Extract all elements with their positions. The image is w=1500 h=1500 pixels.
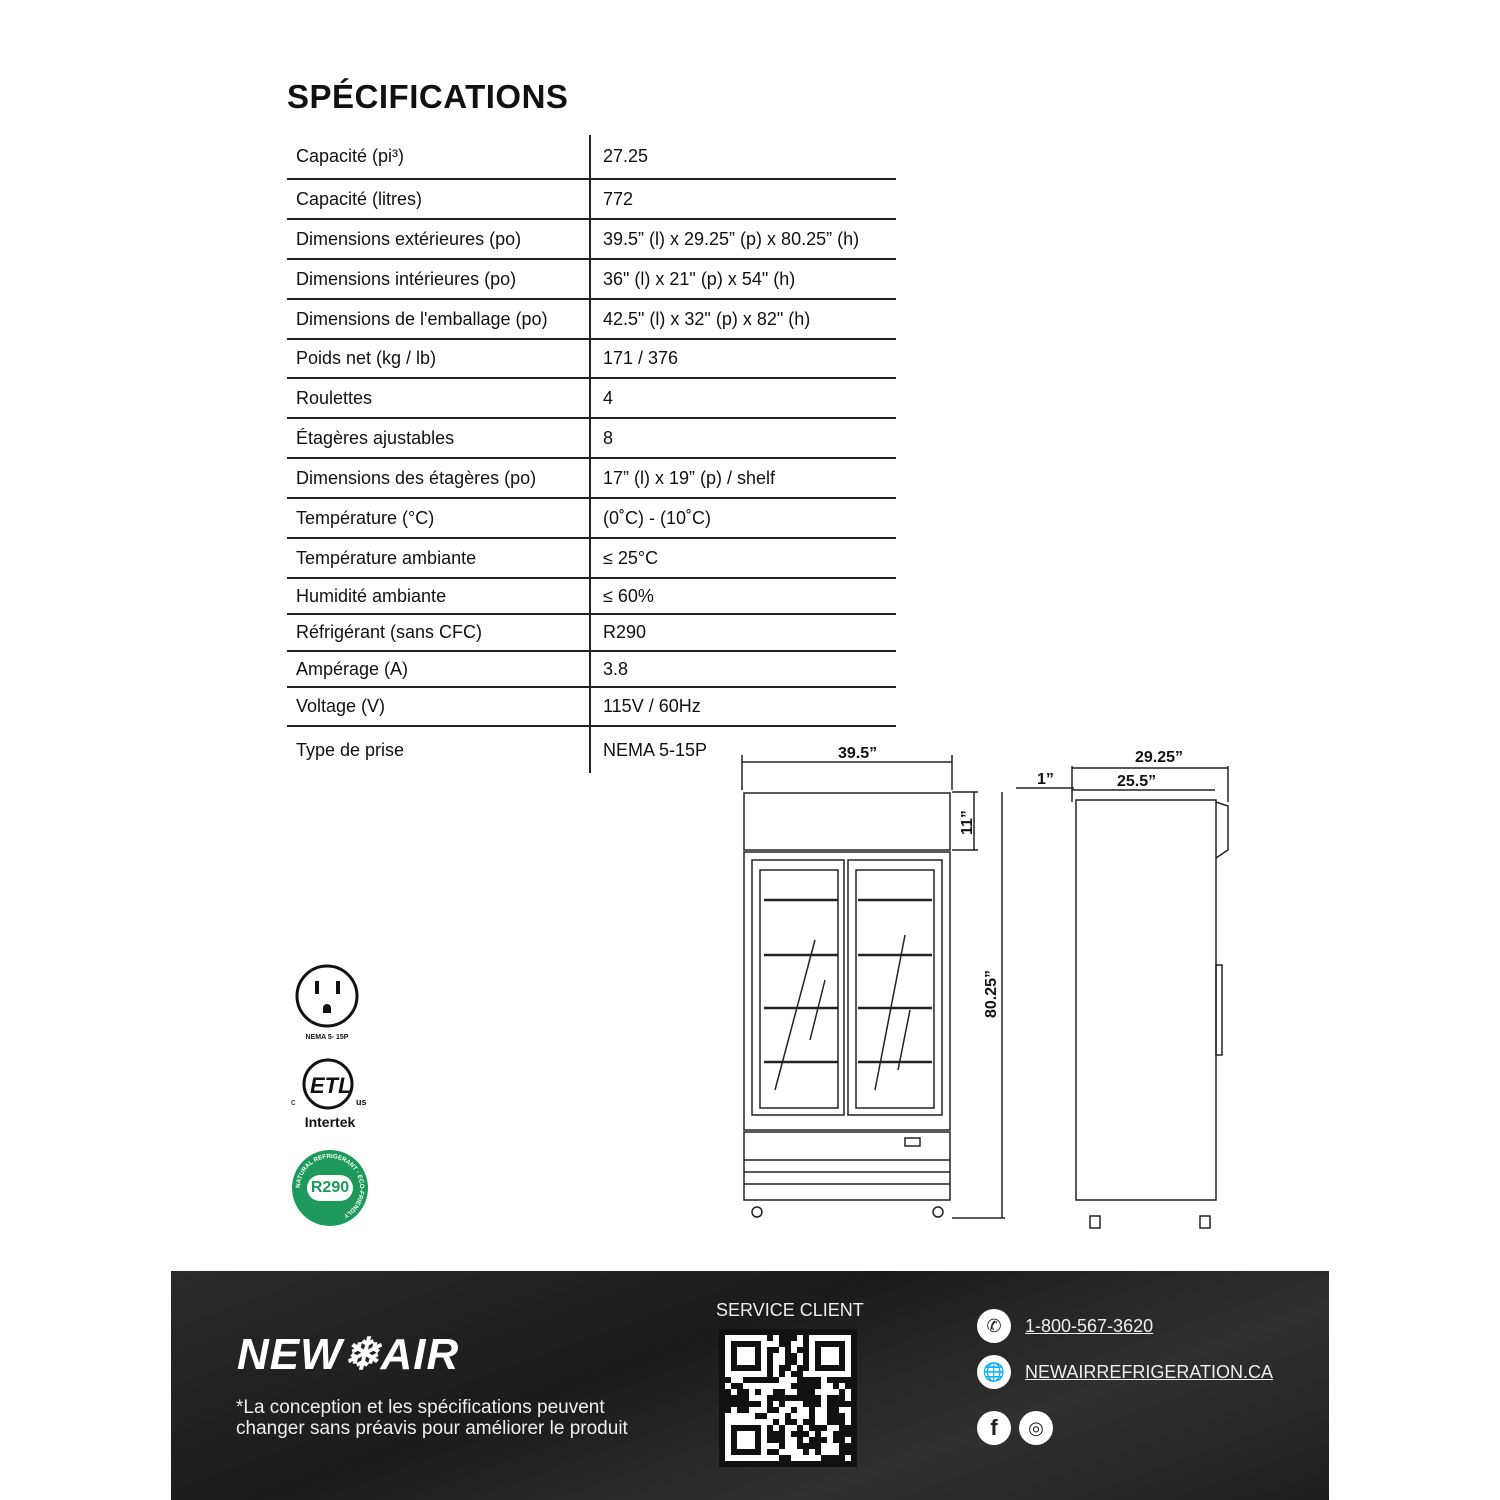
globe-icon: 🌐 [977,1355,1011,1389]
spec-table [287,135,896,773]
spec-row [287,379,896,419]
spec-label: Roulettes [287,379,591,417]
phone-contact [977,1309,1153,1343]
service-client-label: SERVICE CLIENT [716,1300,864,1320]
spec-label: Dimensions intérieures (po) [287,260,591,298]
qr-code[interactable] [719,1329,857,1467]
top-dimension: 11” [959,810,976,835]
r290-ring-text: NATURAL REFRIGERANT · ECO-FRIENDLY [294,1152,366,1220]
spec-value: 27.25 [603,146,649,166]
facebook-icon[interactable]: f [977,1411,1011,1445]
spec-row [287,499,896,539]
offset-dimension: 1” [1037,771,1054,788]
spec-row [287,615,896,652]
outlet-icon [294,963,360,1029]
etl-logo-icon [288,1057,372,1113]
spec-row [287,539,896,579]
etl-us-label: us [356,1097,367,1107]
spec-label: Humidité ambiante [287,579,591,613]
r290-label: R290 [307,1175,353,1201]
spec-row [287,220,896,260]
spec-row [287,459,896,499]
phone-icon: ✆ [977,1309,1011,1343]
disclaimer [236,1397,628,1439]
fridge-drawings [730,740,1250,1240]
spec-label: Poids net (kg / lb) [287,340,591,377]
spec-value: 115V / 60Hz [603,696,701,716]
spec-label: Capacité (pi³) [287,135,591,178]
spec-value: 772 [603,188,634,209]
phone-link[interactable]: 1-800-567-3620 [1025,1315,1154,1336]
height-dimension: 80.25” [983,969,1000,1018]
spec-label: Capacité (litres) [287,180,591,218]
nema-label: NEMA 5- 15P [305,1034,349,1041]
etl-c-label: c [291,1097,296,1107]
spec-value: ≤ 60% [603,585,654,606]
spec-row [287,135,896,180]
spec-row [287,419,896,459]
depth-dimension: 29.25” [1135,749,1184,766]
spec-row [287,688,896,727]
spec-row [287,579,896,615]
spec-value: ≤ 25°C [603,547,659,568]
spec-row [287,340,896,379]
newair-logo: NEW❄AIR [237,1330,460,1379]
website-contact [977,1355,1273,1389]
spec-label: Dimensions de l'emballage (po) [287,300,591,338]
spec-label: Ampérage (A) [287,652,591,686]
spec-value: 4 [603,387,614,408]
spec-row [287,652,896,688]
spec-row [287,300,896,340]
spec-value: 171 / 376 [603,348,679,368]
page-title: SPÉCIFICATIONS [287,78,569,115]
side-view [1016,766,1228,1228]
spec-label: Dimensions des étagères (po) [287,459,591,497]
spec-label: Température ambiante [287,539,591,577]
spec-label: Type de prise [287,727,591,773]
etl-label: Intertek [304,1114,356,1130]
etl-badge [288,1057,372,1130]
spec-value: 17” (l) x 19” (p) / shelf [603,467,776,488]
svg-text:ETL: ETL [310,1073,352,1098]
spec-value: (0˚C) - (10˚C) [603,507,711,528]
spec-value: NEMA 5-15P [603,739,708,760]
spec-value: R290 [603,622,647,642]
spec-value: 3.8 [603,658,629,679]
spec-label: Voltage (V) [287,688,591,725]
spec-row [287,260,896,300]
social-links [977,1411,1053,1445]
spec-label: Réfrigérant (sans CFC) [287,615,591,650]
spec-value: 36" (l) x 21" (p) x 54" (h) [603,268,796,289]
spec-label: Étagères ajustables [287,419,591,457]
spec-value: 42.5" (l) x 32" (p) x 82" (h) [603,308,811,329]
instagram-icon[interactable]: ◎ [1019,1411,1053,1445]
website-link[interactable]: NEWAIRREFRIGERATION.CA [1025,1361,1274,1382]
spec-row [287,180,896,220]
nema-badge [292,963,362,1041]
r290-badge [292,1150,368,1226]
spec-value: 39.5” (l) x 29.25” (p) x 80.25” (h) [603,228,860,249]
inner-depth-dimension: 25.5” [1117,773,1157,790]
disclaimer-line-1: *La conception et les spécifications peuvent [236,1397,605,1418]
disclaimer-line-2: changer sans préavis pour améliorer le produit [236,1418,628,1439]
spec-value: 8 [603,427,614,448]
spec-label: Dimensions extérieures (po) [287,220,591,258]
spec-label: Température (°C) [287,499,591,537]
footer [171,1271,1329,1500]
width-dimension: 39.5” [838,745,878,762]
